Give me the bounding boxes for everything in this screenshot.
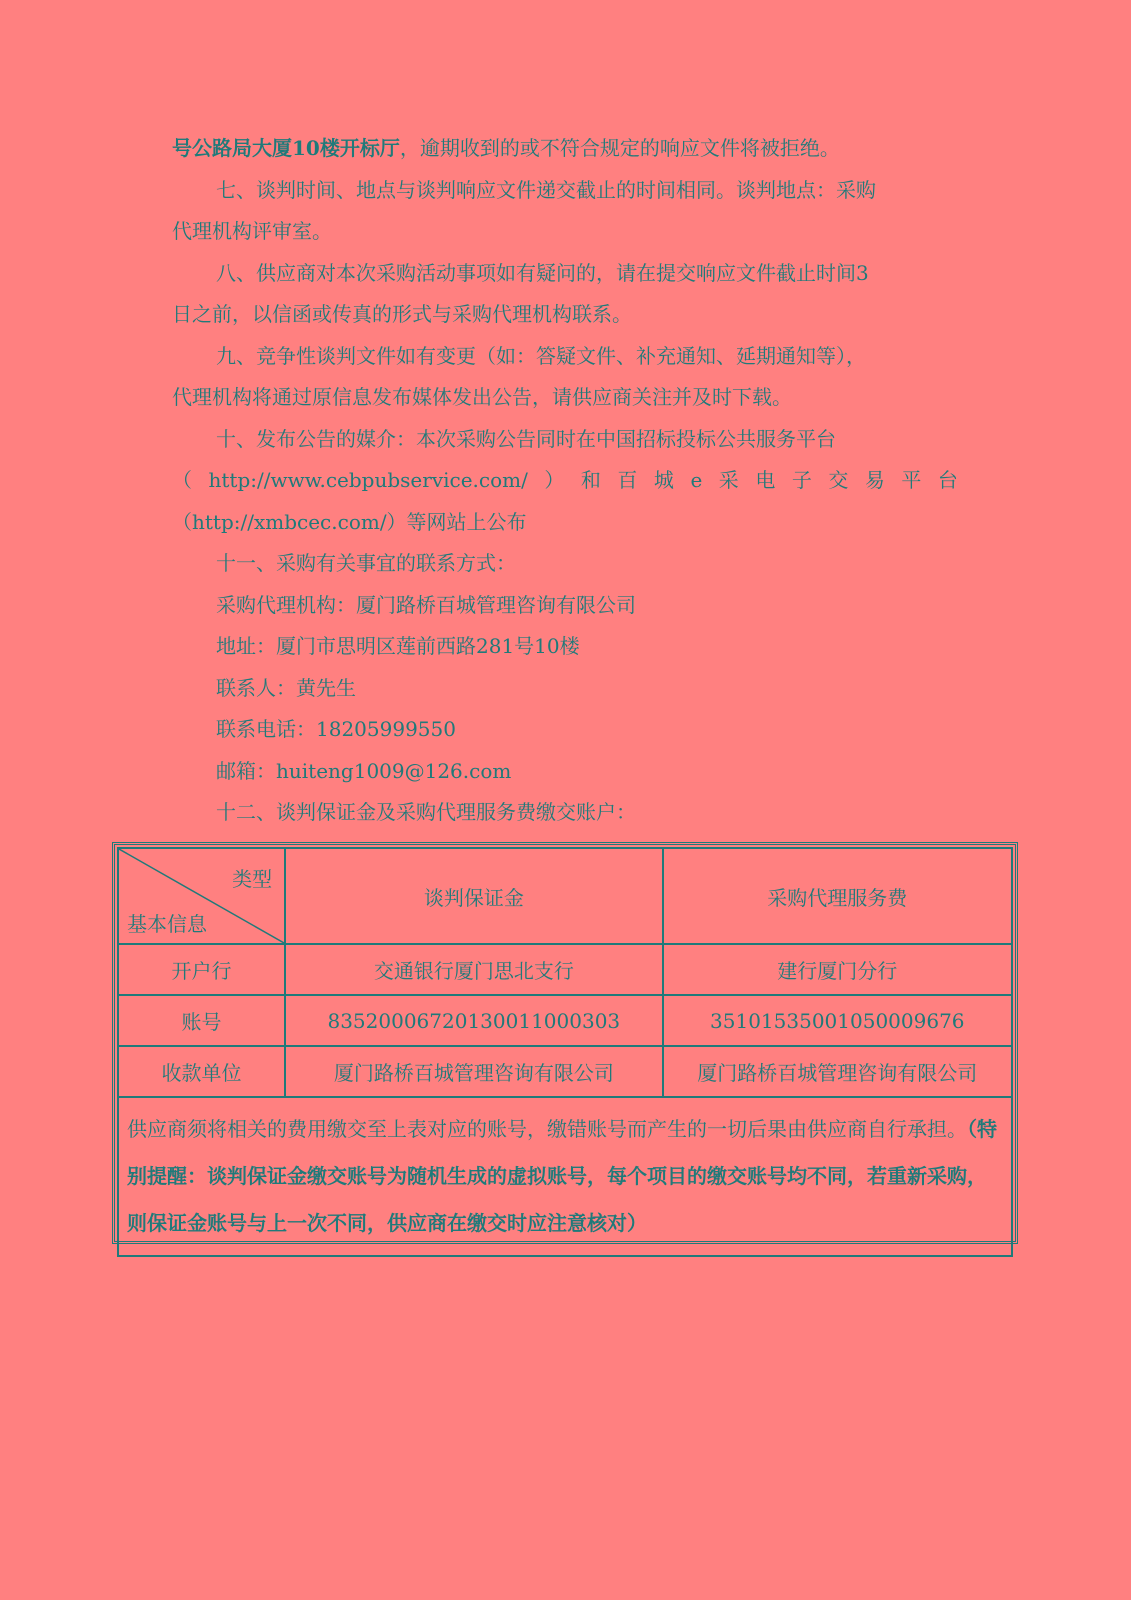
table-note-row (118, 1097, 1012, 1256)
word-part: 百 (617, 468, 638, 492)
table-row (118, 1046, 1012, 1097)
email-line: 邮箱：huiteng1009@126.com (216, 758, 512, 783)
word-part: 平 (901, 468, 922, 492)
paragraph-10-line-3: （http://xmbcec.com/）等网站上公布 (172, 509, 527, 534)
word-part: 子 (791, 468, 812, 492)
note-normal-text: 供应商须将相关的费用缴交至上表对应的账号，缴错账号而产生的一切后果由供应商自行承担。 (127, 1117, 967, 1141)
venue-text: 号公路局大厦10楼开标厅 (172, 136, 400, 160)
word-part: 城 (653, 468, 674, 492)
paragraph-9-line-2: 代理机构将通过原信息发布媒体发出公告，请供应商关注并及时下载。 (172, 385, 792, 409)
note-warning-text: （特别提醒：谈判保证金缴交账号为随机生成的虚拟账号，每个项目的缴交账号均不同，若重新采购，则保证金账号与上一次不同，供应商在缴交时应注意核对） (127, 1117, 997, 1235)
service-fee-bank: 建行厦门分行 (663, 944, 1012, 995)
fee-account-table-frame (112, 842, 1018, 1244)
word-part: 交 (828, 468, 849, 492)
service-fee-account-number: 35101535001050009676 (663, 995, 1012, 1046)
payment-note (118, 1097, 1012, 1256)
corner-cell (118, 848, 285, 944)
word-part: 电 (755, 468, 776, 492)
deposit-payee: 厦门路桥百城管理咨询有限公司 (285, 1046, 662, 1097)
word-part: 采 (718, 468, 739, 492)
address-line: 地址：厦门市思明区莲前西路281号10楼 (216, 634, 580, 658)
table-row (118, 944, 1012, 995)
deposit-header: 谈判保证金 (285, 848, 662, 944)
phone-line: 联系电话：18205999550 (216, 717, 456, 741)
contact-person-line: 联系人：黄先生 (216, 675, 356, 700)
paragraph-8-line-1: 八、供应商对本次采购活动事项如有疑问的，请在提交响应文件截止时间3 (216, 260, 869, 285)
corner-info-label: 基本信息 (127, 912, 207, 936)
paren-open: （ (172, 468, 192, 492)
cebpubservice-link[interactable]: http://www.cebpubservice.com/ (208, 468, 528, 492)
service-fee-header: 采购代理服务费 (663, 848, 1012, 944)
table-row (118, 995, 1012, 1046)
paragraph-9-line-1: 九、竞争性谈判文件如有变更（如：答疑文件、补充通知、延期通知等）， (216, 343, 866, 368)
deposit-bank: 交通银行厦门思北支行 (285, 944, 662, 995)
deposit-account-number: 83520006720130011000303 (285, 995, 662, 1046)
rejection-text: ，逾期收到的或不符合规定的响应文件将被拒绝。 (399, 136, 840, 160)
word-part: 易 (864, 468, 885, 492)
paragraph-10-line-2 (172, 460, 958, 502)
row-label: 账号 (118, 995, 285, 1046)
row-label: 开户行 (118, 944, 285, 995)
fee-account-table (117, 847, 1013, 1257)
agency-line: 采购代理机构：厦门路桥百城管理咨询有限公司 (216, 592, 636, 617)
table-header-row (118, 848, 1012, 944)
body-text (172, 128, 958, 834)
word-part: 台 (937, 468, 958, 492)
paragraph-11-title: 十一、采购有关事宜的联系方式： (216, 551, 516, 575)
paragraph-12-title: 十二、谈判保证金及采购代理服务费缴交账户： (216, 800, 636, 824)
paragraph-6-continuation (172, 128, 958, 170)
service-fee-payee: 厦门路桥百城管理咨询有限公司 (663, 1046, 1012, 1097)
paragraph-8-line-2: 日之前，以信函或传真的形式与采购代理机构联系。 (172, 302, 632, 326)
row-label: 收款单位 (118, 1046, 285, 1097)
paragraph-7-line-1: 七、谈判时间、地点与谈判响应文件递交截止的时间相同。谈判地点：采购 (216, 177, 876, 202)
word-part: 和 (580, 468, 601, 492)
paragraph-7-line-2: 代理机构评审室。 (172, 219, 332, 243)
corner-type-label: 类型 (232, 867, 273, 891)
word-part: e (690, 468, 703, 492)
paren-close: ） (544, 468, 565, 492)
paragraph-10-line-1: 十、发布公告的媒介：本次采购公告同时在中国招标投标公共服务平台 (216, 426, 836, 451)
